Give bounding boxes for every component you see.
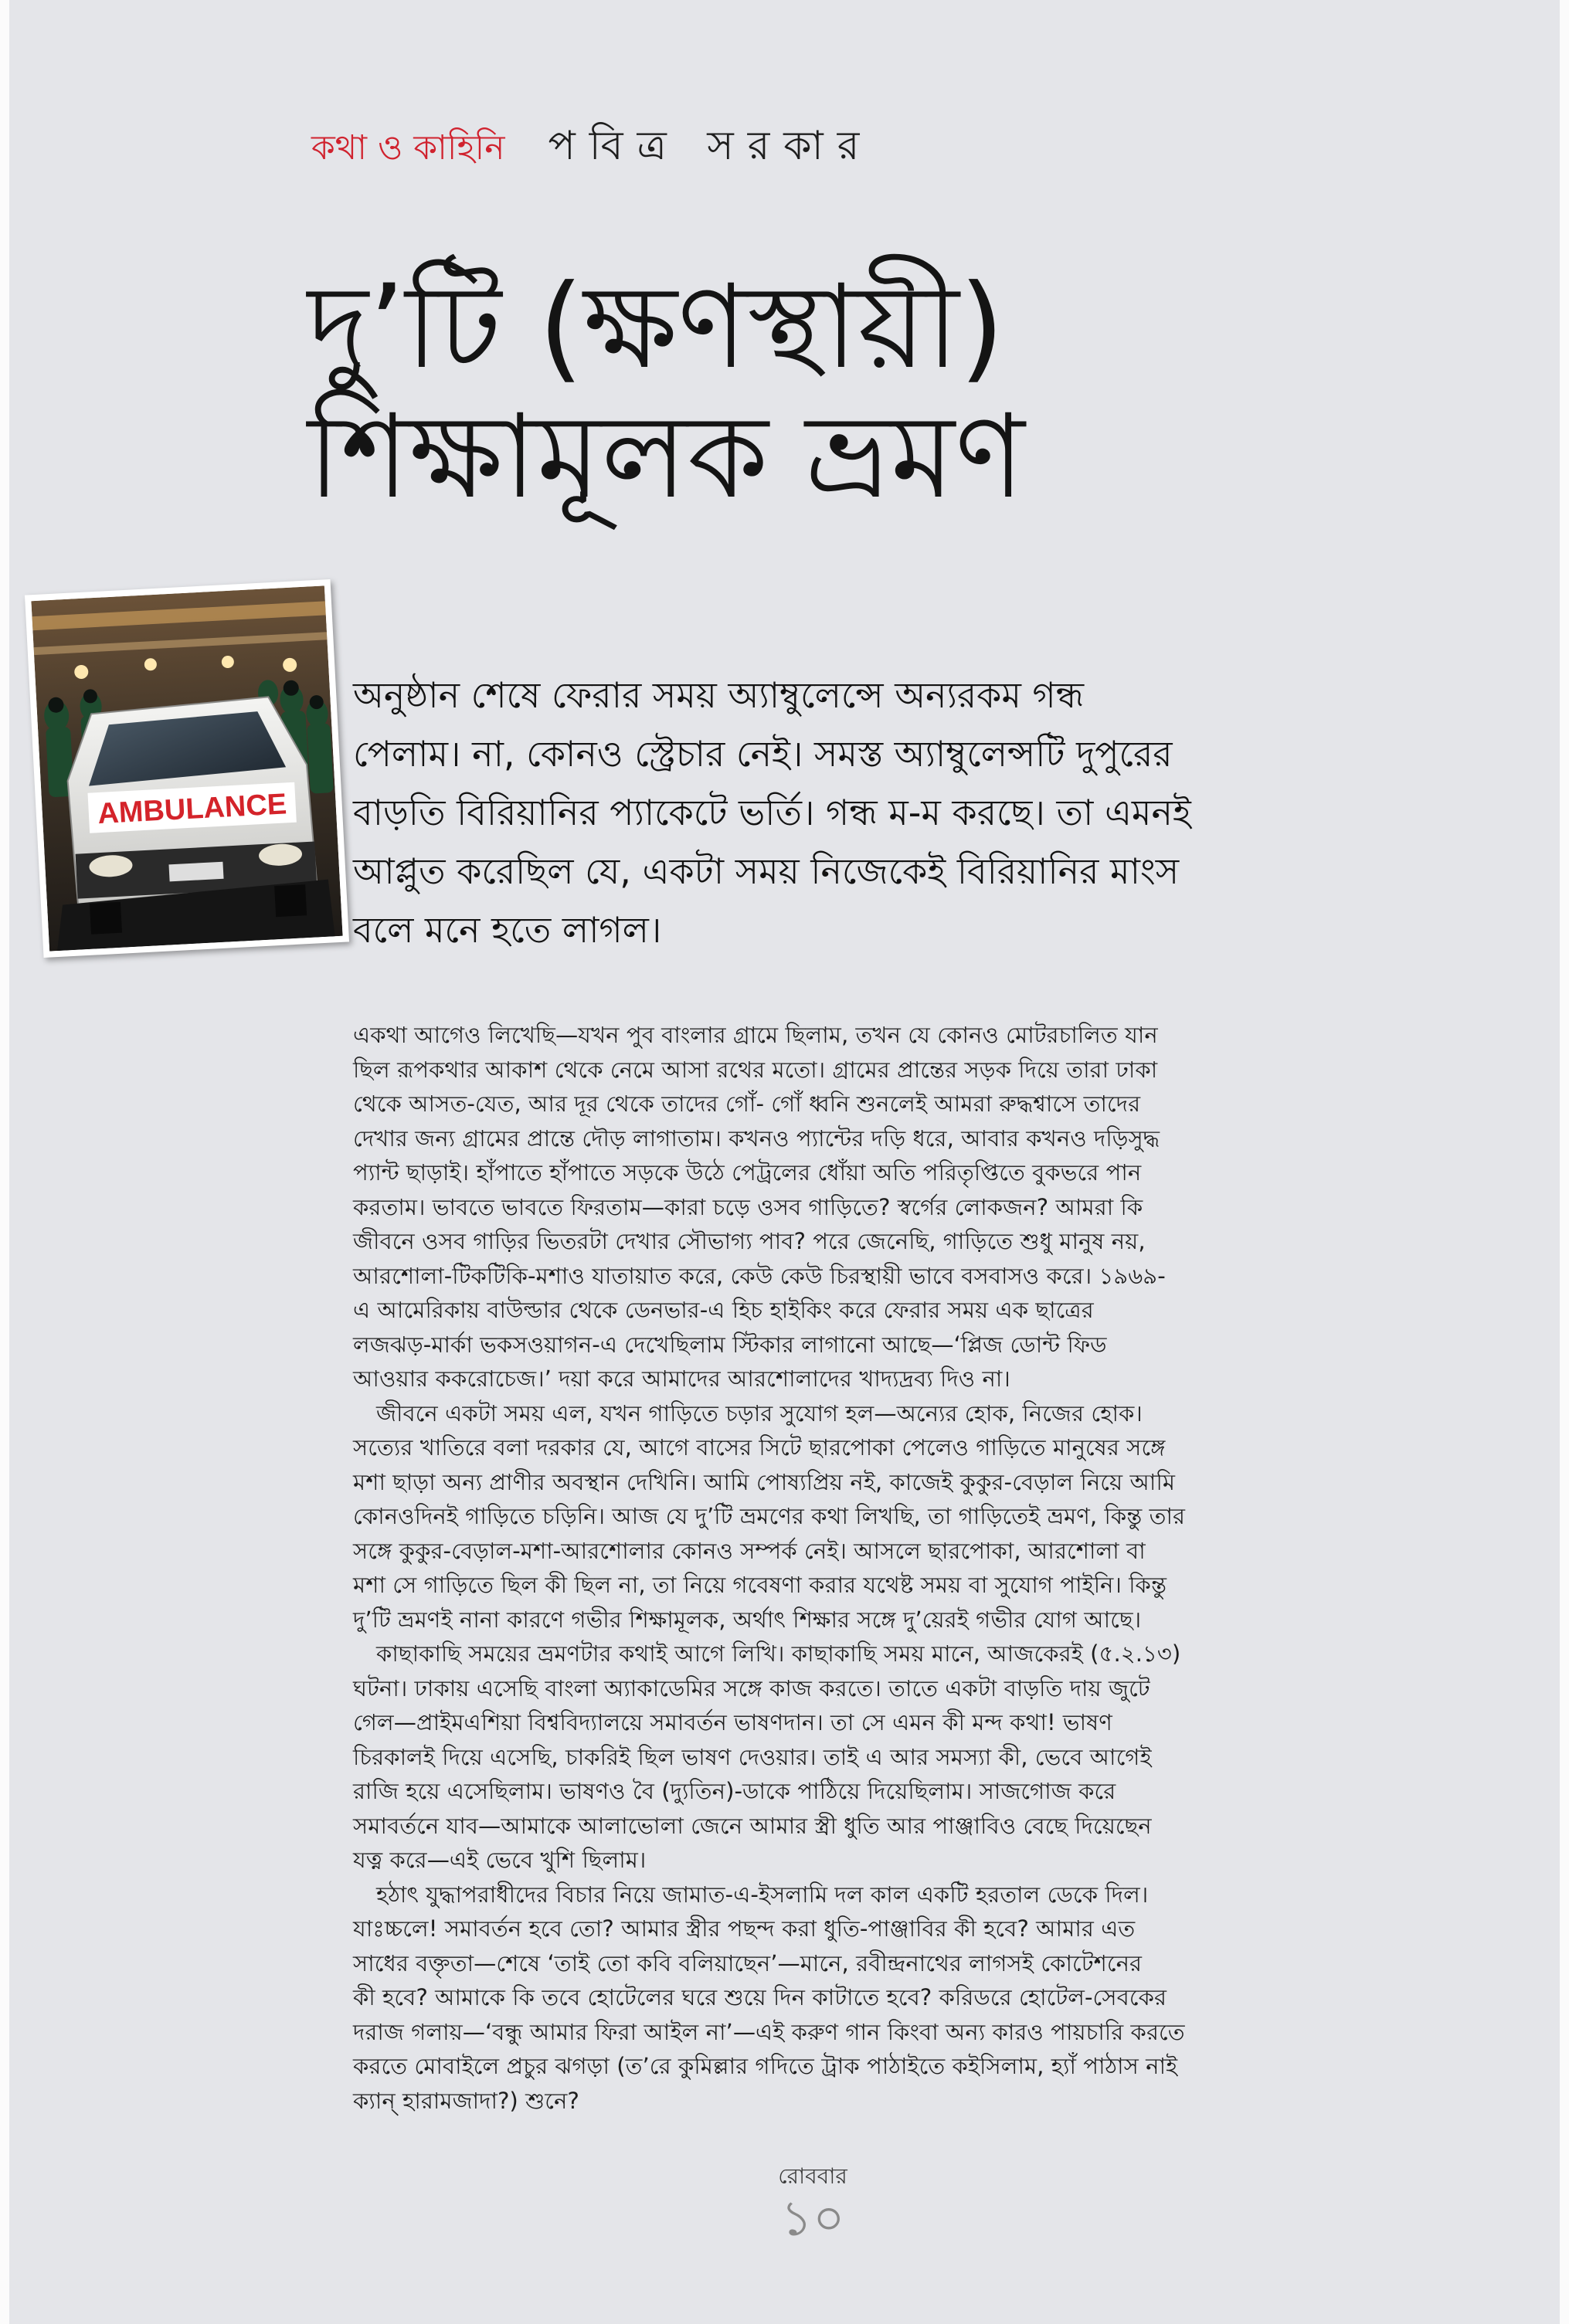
body-line: গেল—প্রাইমএশিয়া বিশ্ববিদ্যালয়ে সমাবর্তন ভাষণদান। তা সে এমন কী মন্দ কথা! ভাষণ xyxy=(353,1709,1112,1735)
body-line: জীবনে একটা সময় এল, যখন গাড়িতে চড়ার সুযোগ হল—অন্যের হোক, নিজের হোক। xyxy=(376,1399,1143,1427)
body-line: কী হবে? আমাকে কি তবে হোটেলের ঘরে শুয়ে দিন কাটাতে হবে? করিডরে হোটেল-সেবকের xyxy=(353,1984,1167,2010)
article-body xyxy=(353,1018,1241,2118)
title-line: শিক্ষামূলক ভ্রমণ xyxy=(307,390,1025,524)
title-line: দু’টি (ক্ষণস্থায়ী) xyxy=(307,260,1005,395)
body-line: একথা আগেও লিখেছি—যখন পুব বাংলার গ্রামে ছিলাম, তখন যে কোনও মোটরচালিত যান xyxy=(353,1022,1158,1048)
body-line: রাজি হয়ে এসেছিলাম। ভাষণও বৈ (দ্যুতিন)-ডাকে পাঠিয়ে দিয়েছিলাম। সাজগোজ করে xyxy=(353,1778,1116,1804)
page-number: ১০ xyxy=(780,2190,845,2248)
body-line: আরশোলা-টিকটিকি-মশাও যাতায়াত করে, কেউ কেউ চিরস্থায়ী ভাবে বসবাসও করে। ১৯৬৯- xyxy=(353,1262,1166,1289)
body-line: করতাম। ভাবতে ভাবতে ফিরতাম—কারা চড়ে ওসব গাড়িতে? স্বর্গের লোকজন? আমরা কি xyxy=(353,1193,1143,1220)
body-line: ছিল রূপকথার আকাশ থেকে নেমে আসা রথের মতো। গ্রামের প্রান্তের সড়ক দিয়ে তারা ঢাকা xyxy=(353,1056,1158,1083)
body-line: দু’টি ভ্রমণই নানা কারণে গভীর শিক্ষামূলক, অর্থাৎ শিক্ষার সঙ্গে দু’য়েরই গভীর যোগ আছে। xyxy=(353,1606,1142,1633)
body-line: চিরকালই দিয়ে এসেছি, চাকরিই ছিল ভাষণ দেওয়ার। তাই এ আর সমস্যা কী, ভেবে আগেই xyxy=(353,1743,1152,1770)
body-line: আওয়ার ককরোচেজ।’ দয়া করে আমাদের আরশোলাদের খাদ্যদ্রব্য দিও না। xyxy=(353,1366,1010,1392)
magazine-name: রোববার xyxy=(778,2163,847,2189)
page-margin-left xyxy=(0,0,9,2324)
ambulance-photo xyxy=(25,579,349,958)
body-line: ঘটনা। ঢাকায় এসেছি বাংলা অ্যাকাডেমির সঙ্গে কাজ করতে। তাতে একটা বাড়তি দায় জুটে xyxy=(353,1674,1150,1701)
body-line: ক্যান্ হারামজাদা?) শুনে? xyxy=(353,2087,579,2114)
author-name: পবিত্র সরকার xyxy=(548,123,874,169)
body-line: সাধের বক্তৃতা—শেষে ‘তাই তো কবি বলিয়াছেন’—মানে, রবীন্দ্রনাথের লাগসই কোটেশনের xyxy=(353,1949,1143,1976)
body-line: সমাবর্তনে যাব—আমাকে আলাভোলা জেনে আমার স্ত্রী ধুতি আর পাঞ্জাবিও বেছে দিয়েছেন xyxy=(353,1812,1152,1839)
body-line: জীবনে ওসব গাড়ির ভিতরটা দেখার সৌভাগ্য পাব? পরে জেনেছি, গাড়িতে শুধু মানুষ নয়, xyxy=(353,1228,1146,1254)
body-line: যাঃচ্চলে! সমাবর্তন হবে তো? আমার স্ত্রীর পছন্দ করা ধুতি-পাঞ্জাবির কী হবে? আমার এত xyxy=(353,1915,1136,1942)
standfirst xyxy=(353,666,1373,959)
standfirst-line: বলে মনে হতে লাগল। xyxy=(353,909,662,951)
body-line: মশা ছাড়া অন্য প্রাণীর অবস্থান দেখিনি। আমি পোষ্যপ্রিয় নই, কাজেই কুকুর-বেড়াল নিয়ে আমি xyxy=(353,1468,1176,1495)
body-line: প্যান্ট ছাড়াই। হাঁপাতে হাঁপাতে সড়কে উঠে পেট্রলের ধোঁয়া অতি পরিতৃপ্তিতে বুকভরে পান xyxy=(353,1159,1142,1186)
byline xyxy=(311,114,873,176)
body-line: এ আমেরিকায় বাউল্ডার থেকে ডেনভার-এ হিচ হাইকিং করে ফেরার সময় এক ছাত্রের xyxy=(353,1297,1094,1323)
body-line: থেকে আসত-যেত, আর দূর থেকে তাদের গোঁ- গোঁ ধ্বনি শুনলেই আমরা রুদ্ধশ্বাসে তাদের xyxy=(353,1091,1141,1117)
body-line: সত্যের খাতিরে বলা দরকার যে, আগে বাসের সিটে ছারপোকা পেলেও গাড়িতে মানুষের সঙ্গে xyxy=(353,1434,1166,1461)
section-label: কথা ও কাহিনি xyxy=(311,128,505,168)
article-title xyxy=(307,260,1327,524)
ambulance-label: AMBULANCE xyxy=(97,788,288,831)
standfirst-line: পেলাম। না, কোনও স্ট্রেচার নেই। সমস্ত অ্যাম্বুলেন্সটি দুপুরের xyxy=(353,733,1173,775)
body-line: লজঝড়-মার্কা ভকসওয়াগন-এ দেখেছিলাম স্টিকার লাগানো আছে—‘প্লিজ ডোন্ট ফিড xyxy=(353,1331,1107,1358)
body-line: কোনওদিনই গাড়িতে চড়িনি। আজ যে দু’টি ভ্রমণের কথা লিখছি, তা গাড়িতেই ভ্রমণ, কিন্তু তার xyxy=(353,1503,1186,1529)
body-line: করতে মোবাইলে প্রচুর ঝগড়া (ত’রে কুমিল্লার গদিতে ট্রাক পাঠাইতে কইসিলাম, হ্যাঁ পাঠাস নাই xyxy=(353,2053,1178,2079)
body-line: যত্ন করে—এই ভেবে খুশি ছিলাম। xyxy=(353,1847,647,1873)
body-line: হঠাৎ যুদ্ধাপরাধীদের বিচার নিয়ে জামাত-এ-ইসলামি দল কাল একটি হরতাল ডেকে দিল। xyxy=(376,1881,1149,1908)
body-line: কাছাকাছি সময়ের ভ্রমণটার কথাই আগে লিখি। কাছাকাছি সময় মানে, আজকেরই (৫.২.১৩) xyxy=(376,1640,1181,1667)
body-line: মশা সে গাড়িতে ছিল কী ছিল না, তা নিয়ে গবেষণা করার যথেষ্ট সময় বা সুযোগ পাইনি। কিন্তু xyxy=(353,1572,1167,1598)
body-line: সঙ্গে কুকুর-বেড়াল-মশা-আরশোলার কোনও সম্পর্ক নেই। আসলে ছারপোকা, আরশোলা বা xyxy=(353,1537,1146,1564)
body-line: দেখার জন্য গ্রামের প্রান্তে দৌড় লাগাতাম। কখনও প্যান্টের দড়ি ধরে, আবার কখনও দড়িসুদ্ধ xyxy=(353,1125,1160,1152)
body-line: দরাজ গলায়—‘বন্ধু আমার ফিরা আইল না’—এই করুণ গান কিংবা অন্য কারও পায়চারি করতে xyxy=(353,2018,1185,2045)
ambulance-illustration xyxy=(31,585,342,951)
standfirst-line: অনুষ্ঠান শেষে ফেরার সময় অ্যাম্বুলেন্সে অন্যরকম গন্ধ xyxy=(353,674,1085,716)
standfirst-line: বাড়তি বিরিয়ানির প্যাকেটে ভর্তি। গন্ধ ম-ম করছে। তা এমনই xyxy=(353,792,1191,833)
page-margin-right xyxy=(1560,0,1569,2324)
standfirst-line: আপ্লুত করেছিল যে, একটা সময় নিজেকেই বিরিয়ানির মাংস xyxy=(353,850,1180,892)
